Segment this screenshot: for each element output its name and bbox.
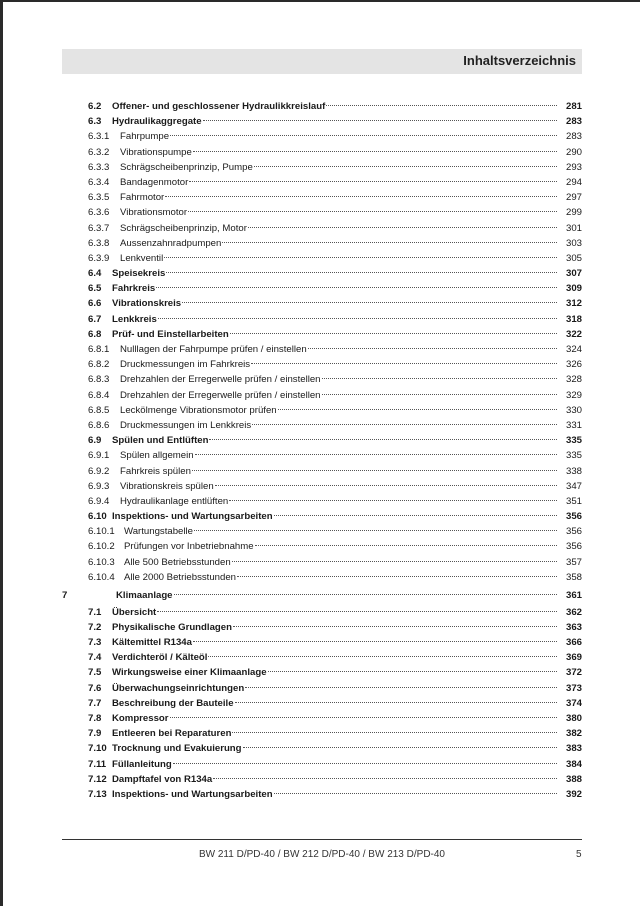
toc-dot-leader [248,227,557,228]
toc-entry-page: 373 [565,682,582,694]
toc-entry-title: Wirkungsweise einer Klimaanlage [112,667,267,679]
toc-entry[interactable]: 6.4 Speisekreis 307 [62,266,582,281]
toc-entry-page: 372 [565,667,582,679]
page-border-left [0,0,3,906]
toc-dot-leader [203,120,557,121]
toc-entry-number: 6.3.3 [88,161,110,173]
toc-entry-page: 382 [565,728,582,740]
toc-entry-title: Speisekreis [112,268,166,280]
toc-entry[interactable]: 7.7 Beschreibung der Bauteile 374 [62,696,582,711]
toc-dot-leader [245,687,557,688]
toc-dot-leader [165,196,557,197]
toc-entry[interactable] [62,539,582,554]
toc-entry-title: Alle 2000 Betriebsstunden [124,571,237,583]
toc-entry-number: 6.3.9 [88,252,110,264]
toc-entry-page: 383 [565,743,582,755]
toc-dot-leader [274,515,557,516]
footer-divider [62,839,582,840]
toc-dot-leader [182,302,557,303]
toc-entry-page: 309 [565,283,582,295]
toc-dot-leader [232,732,557,733]
toc-entry[interactable]: 7.10 Trocknung und Evakuierung 383 [62,741,582,756]
toc-dot-leader [189,181,557,182]
toc-entry-number: 6.10.1 [88,526,115,538]
header-band [62,49,582,74]
toc-entry[interactable] [62,388,582,403]
toc-entry-page: 363 [565,621,582,633]
toc-entry[interactable] [62,129,582,144]
toc-entry-page: 380 [565,713,582,724]
toc-entry-title: Beschreibung der Bauteile [112,697,234,709]
toc-entry-title: Vibrationskreis spülen [120,480,214,492]
toc-dot-leader [213,778,557,779]
toc-entry-page: 328 [565,374,582,386]
toc-dot-leader [322,378,557,379]
toc-dot-leader [326,105,557,106]
toc-entry-title: Drehzahlen der Erregerwelle prüfen / einstellen [120,389,321,401]
toc-entry-page: 294 [565,176,582,188]
toc-dot-leader [308,348,557,349]
toc-entry-number: 6.10.4 [88,571,115,583]
toc-entry-page: 357 [565,556,582,568]
toc-entry[interactable] [62,448,582,463]
toc-dot-leader [268,671,557,672]
toc-dot-leader [157,611,557,612]
toc-dot-leader [237,576,557,577]
page-border-top [0,0,640,2]
toc-entry-page: 384 [565,758,582,770]
toc-entry-page: 356 [565,541,582,553]
toc-dot-leader [243,747,557,748]
footer-page-number: 5 [576,849,582,860]
toc-entry[interactable] [62,160,582,175]
toc-entry-page: 326 [565,359,582,371]
toc-entry[interactable]: 7.13 Inspektions- und Wartungsarbeiten 392 [62,787,582,802]
toc-entry-title: Entleeren bei Reparaturen [112,728,232,740]
footer-model-text: BW 211 D/PD-40 / BW 212 D/PD-40 / BW 213 D/PD-40 [198,849,445,860]
toc-entry[interactable]: 6.8 Prüf- und Einstellarbeiten 322 [62,327,582,342]
toc-dot-leader [222,242,557,243]
toc-entry-title: Dampftafel von R134a [112,773,213,785]
toc-entry-page: 283 [565,131,582,143]
toc-entry[interactable] [62,342,582,357]
toc-entry[interactable]: 6.9 Spülen und Entlüften 335 [62,433,582,448]
toc-entry-title: Drehzahlen der Erregerwelle prüfen / einstellen [120,374,321,386]
toc-entry-number: 6.3.1 [88,131,110,143]
toc-dot-leader [215,485,557,486]
toc-dot-leader [274,793,557,794]
toc-entry-page: 362 [565,606,582,618]
toc-dot-leader [278,409,557,410]
toc-dot-leader [158,318,557,319]
toc-entry-title: Trocknung und Evakuierung [112,743,242,755]
toc-entry-number: 6.3.7 [88,222,110,234]
toc-entry-page: 330 [565,404,582,416]
toc-dot-leader [255,545,557,546]
toc-entry-title: Schrägscheibenprinzip, Motor [120,222,247,234]
toc-entry-title: Vibrationspumpe [120,146,192,158]
toc-entry[interactable] [62,251,582,266]
toc-entry-number: 6.9.1 [88,450,110,462]
toc-entry[interactable] [62,357,582,372]
toc-entry[interactable] [62,221,582,236]
toc-entry-title: Druckmessungen im Lenkkreis [120,419,252,431]
toc-entry-number: 6.3.5 [88,192,110,204]
toc-entry[interactable]: 7.12 Dampftafel von R134a 388 [62,772,582,787]
toc-entry-page: 356 [565,526,582,538]
toc-entry-title: Offener- und geschlossener Hydraulikkreislauf [112,101,326,112]
toc-entry-page: 369 [565,652,582,664]
toc-entry-title: Leckölmenge Vibrationsmotor prüfen [120,404,277,416]
toc-dot-leader [170,135,557,136]
toc-entry-number: 6.10.2 [88,541,115,553]
toc-entry-page: 358 [565,571,582,583]
toc-entry[interactable]: 6.6 Vibrationskreis 312 [62,296,582,311]
toc-entry-page: 388 [565,773,582,785]
toc-entry-title: Fahrkreis spülen [120,465,191,477]
toc-entry-page: 297 [565,192,582,204]
toc-entry-title: Bandagenmotor [120,176,189,188]
toc-entry-title: Nulllagen der Fahrpumpe prüfen / einstellen [120,344,307,355]
toc-entry[interactable]: 7.9 Entleeren bei Reparaturen 382 [62,726,582,741]
toc-dot-leader [208,656,557,657]
toc-dot-leader [230,333,557,334]
toc-entry-page: 281 [565,101,582,112]
toc-entry-page: 322 [565,328,582,340]
toc-entry[interactable] [62,570,582,585]
toc-entry[interactable]: 7.11 Füllanleitung 384 [62,757,582,772]
toc-entry[interactable]: 7.1 Übersicht 362 [62,605,582,620]
toc-entry-page: 374 [565,697,582,709]
toc-entry-page: 338 [565,465,582,477]
toc-entry-number: 6.8.3 [88,374,110,386]
toc-dot-leader [193,151,557,152]
toc-dot-leader [166,272,557,273]
toc-dot-leader [194,530,557,531]
toc-dot-leader [188,211,557,212]
toc-entry[interactable]: 7.5 Wirkungsweise einer Klimaanlage 372 [62,665,582,680]
toc-entry-title: Wartungstabelle [124,526,193,538]
toc-entry-title: Inspektions- und Wartungsarbeiten [112,788,273,800]
toc-entry-title: Fahrmotor [120,192,165,204]
toc-entry[interactable]: 7.6 Überwachungseinrichtungen 373 [62,681,582,696]
toc-entry-page: 301 [565,222,582,234]
toc-entry[interactable] [62,494,582,509]
toc-entry-title: Inspektions- und Wartungsarbeiten [112,511,273,523]
toc-entry-title: Druckmessungen im Fahrkreis [120,359,251,371]
toc-entry-title: Lenkventil [120,252,164,264]
toc-entry-number: 6.9.2 [88,465,110,477]
toc-entry-number: 6.8.2 [88,359,110,371]
toc-entry-number: 6.3.8 [88,237,110,249]
toc-dot-leader [254,166,557,167]
toc-dot-leader [233,626,557,627]
toc-entry[interactable]: 7.2 Physikalische Grundlagen 363 [62,620,582,635]
toc-entry[interactable] [62,403,582,418]
toc-dot-leader [322,394,557,395]
toc-entry[interactable] [62,479,582,494]
toc-entry-number: 6.9.3 [88,480,110,492]
toc-entry[interactable] [62,175,582,190]
table-of-contents [62,99,582,802]
toc-entry-page: 331 [565,419,582,431]
toc-dot-leader [229,500,557,501]
toc-entry-number: 7 [62,590,68,601]
toc-entry-page: 347 [565,480,582,492]
toc-entry-number: 6.3.4 [88,176,110,188]
toc-entry[interactable] [62,464,582,479]
toc-entry[interactable]: 6.3 Hydraulikaggregate 283 [62,114,582,129]
toc-entry-title: Übersicht [112,606,157,618]
toc-entry-title: Hydraulikaggregate [112,116,202,128]
toc-entry[interactable]: 6.5 Fahrkreis 309 [62,281,582,296]
toc-entry-page: 305 [565,252,582,264]
toc-entry-title: Fahrkreis [112,283,156,295]
toc-entry-title: Verdichteröl / Kälteöl [112,652,208,664]
toc-entry[interactable]: 6.7 Lenkkreis 318 [62,312,582,327]
toc-entry[interactable]: 7.4 Verdichteröl / Kälteöl 369 [62,650,582,665]
toc-entry-number: 6.8.1 [88,344,110,355]
toc-dot-leader [209,439,557,440]
toc-dot-leader [195,454,557,455]
toc-entry-title: Aussenzahnradpumpen [120,237,222,249]
toc-dot-leader [174,594,557,595]
toc-entry[interactable] [62,145,582,160]
toc-entry-page: 335 [565,435,582,447]
toc-entry-title: Vibrationskreis [112,298,182,310]
toc-entry-title: Lenkkreis [112,313,157,325]
toc-entry-page: 329 [565,389,582,401]
toc-entry-number: 6.8.4 [88,389,110,401]
toc-entry-title: Alle 500 Betriebsstunden [124,556,231,568]
toc-entry[interactable] [62,236,582,251]
toc-entry[interactable]: 7.3 Kältemittel R134a 366 [62,635,582,650]
toc-entry[interactable]: 6.2 Offener- und geschlossener Hydraulikkreislauf 281 [62,99,582,114]
toc-entry-number: 6.8.5 [88,404,110,416]
toc-entry-page: 351 [565,495,582,507]
toc-entry-page: 312 [565,298,582,310]
toc-entry-page: 290 [565,146,582,158]
toc-dot-leader [164,257,557,258]
toc-dot-leader [170,717,557,718]
toc-entry-number: 6.9.4 [88,495,110,507]
toc-entry[interactable] [62,372,582,387]
toc-dot-leader [193,641,557,642]
toc-entry-title: Überwachungseinrichtungen [112,682,245,694]
toc-entry-page: 307 [565,268,582,280]
toc-entry-title: Prüf- und Einstellarbeiten [112,328,229,340]
toc-entry-page: 293 [565,161,582,173]
toc-entry-title: Kompressor [112,713,169,724]
toc-entry-title: Vibrationsmotor [120,207,188,219]
toc-entry-title: Spülen allgemein [120,450,194,462]
toc-entry-title: Schrägscheibenprinzip, Pumpe [120,161,253,173]
toc-entry[interactable] [62,418,582,433]
toc-entry-title: Spülen und Entlüften [112,435,209,447]
page-title: Inhaltsverzeichnis [463,53,576,68]
toc-entry[interactable] [62,205,582,220]
toc-dot-leader [235,702,557,703]
toc-dot-leader [252,424,557,425]
toc-entry-page: 335 [565,450,582,462]
toc-entry-title: Prüfungen vor Inbetriebnahme [124,541,254,553]
toc-entry-number: 6.8.6 [88,419,110,431]
toc-entry-number: 6.10.3 [88,556,115,568]
toc-entry-page: 324 [565,344,582,355]
toc-dot-leader [173,763,557,764]
toc-entry[interactable]: 7.8 Kompressor 380 [62,711,582,726]
toc-entry-page: 283 [565,116,582,128]
toc-entry[interactable] [62,524,582,539]
toc-entry-page: 356 [565,511,582,523]
toc-entry-title: Klimaanlage [116,590,173,601]
toc-entry-page: 366 [565,637,582,649]
toc-entry-title: Hydraulikanlage entlüften [120,495,229,507]
toc-entry[interactable]: 6.10 Inspektions- und Wartungsarbeiten 356 [62,509,582,524]
toc-dot-leader [251,363,557,364]
toc-dot-leader [192,470,557,471]
toc-entry-title: Fahrpumpe [120,131,170,143]
toc-entry-number: 6.3.2 [88,146,110,158]
toc-entry-page: 299 [565,207,582,219]
toc-dot-leader [156,287,557,288]
toc-entry-title: Physikalische Grundlagen [112,621,232,633]
toc-entry-page: 318 [565,313,582,325]
toc-entry[interactable] [62,588,582,603]
toc-entry-page: 392 [565,788,582,800]
toc-entry-title: Kältemittel R134a [112,637,192,649]
toc-entry-page: 361 [565,590,582,601]
toc-entry[interactable] [62,555,582,570]
toc-entry[interactable] [62,190,582,205]
toc-entry-page: 303 [565,237,582,249]
toc-entry-number: 6.3.6 [88,207,110,219]
toc-dot-leader [232,561,557,562]
toc-entry-title: Füllanleitung [112,758,172,770]
